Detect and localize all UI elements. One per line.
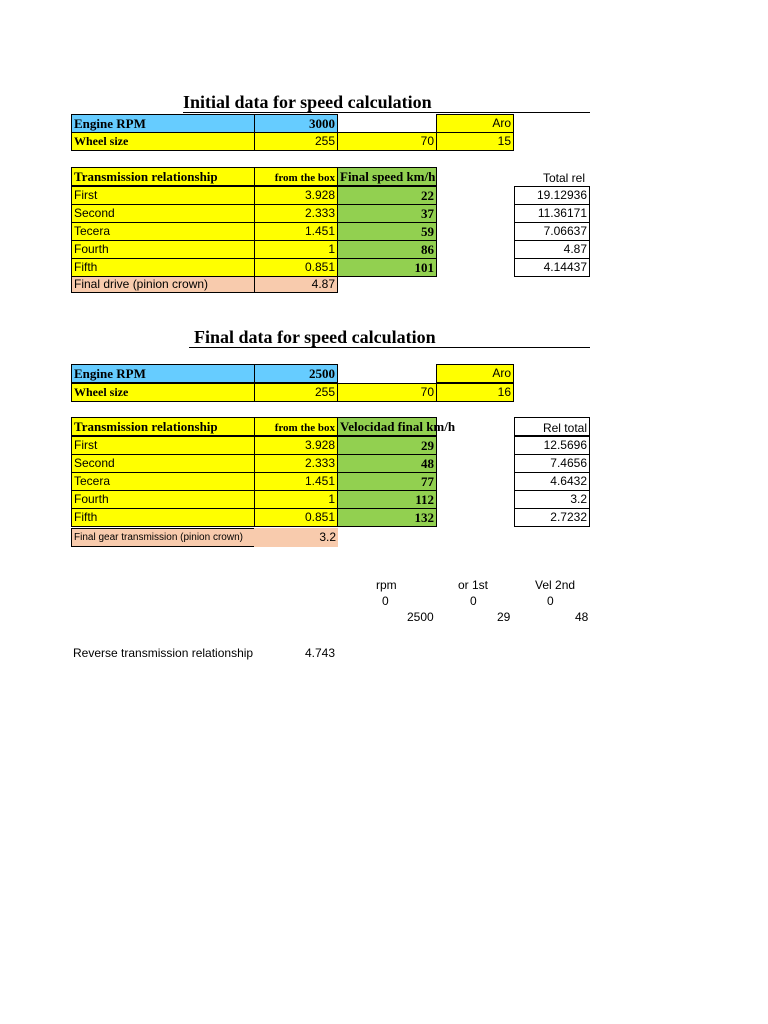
reverse-label: Reverse transmission relationship xyxy=(73,646,254,660)
final-wheel-width[interactable]: 255 xyxy=(254,383,338,402)
initial-gear-label: Second xyxy=(71,204,255,223)
initial-engine-label: Engine RPM xyxy=(71,114,255,133)
initial-wheel-width[interactable]: 255 xyxy=(254,132,338,151)
final-aro-label: Aro xyxy=(436,364,514,383)
initial-gear-speed: 22 xyxy=(337,186,437,205)
initial-gear-total: 4.14437 xyxy=(514,258,590,277)
final-gear-speed: 29 xyxy=(337,436,437,455)
final-gear-ratio[interactable]: 2.333 xyxy=(254,454,338,473)
final-trans-header: Transmission relationship xyxy=(71,417,255,436)
initial-gear-ratio[interactable]: 3.928 xyxy=(254,186,338,205)
initial-gear-speed: 101 xyxy=(337,258,437,277)
initial-total-header: Total rel xyxy=(543,171,586,185)
final-total-header: Rel total xyxy=(514,417,590,436)
initial-gear-ratio[interactable]: 0.851 xyxy=(254,258,338,277)
final-gear-speed: 112 xyxy=(337,490,437,509)
final-box-header: from the box xyxy=(254,417,338,436)
initial-wheel-profile[interactable]: 70 xyxy=(337,132,437,151)
final-gear-ratio[interactable]: 3.928 xyxy=(254,436,338,455)
initial-title-text: Initial data for speed calculation xyxy=(183,92,432,112)
summary-rpm-label: rpm xyxy=(376,578,397,592)
final-gear-ratio[interactable]: 0.851 xyxy=(254,508,338,527)
final-title-text: Final data for speed calculation xyxy=(194,327,436,347)
initial-gear-ratio[interactable]: 1 xyxy=(254,240,338,259)
final-engine-value[interactable]: 2500 xyxy=(254,364,338,383)
final-gear-speed: 48 xyxy=(337,454,437,473)
initial-gear-speed: 59 xyxy=(337,222,437,241)
initial-box-header: from the box xyxy=(254,167,338,186)
final-title xyxy=(189,327,590,348)
initial-gear-label: Tecera xyxy=(71,222,255,241)
summary-row1-rpm: 0 xyxy=(382,594,389,608)
final-gear-speed: 132 xyxy=(337,508,437,527)
summary-row2-first: 29 xyxy=(497,610,511,624)
initial-wheel-rim[interactable]: 15 xyxy=(436,132,514,151)
final-speed-header: Velocidad final km/h xyxy=(337,417,437,436)
final-gear-label: First xyxy=(71,436,255,455)
final-wheel-label: Wheel size xyxy=(71,383,255,402)
final-wheel-rim[interactable]: 16 xyxy=(436,383,514,402)
initial-gear-speed: 37 xyxy=(337,204,437,223)
final-gear-speed: 77 xyxy=(337,472,437,491)
initial-wheel-label: Wheel size xyxy=(71,132,255,151)
final-gear-label: Fifth xyxy=(71,508,255,527)
initial-engine-value[interactable]: 3000 xyxy=(254,114,338,133)
initial-gear-total: 4.87 xyxy=(514,240,590,259)
initial-gear-total: 19.12936 xyxy=(514,186,590,205)
initial-gear-label: First xyxy=(71,186,255,205)
final-gear-label: Fourth xyxy=(71,490,255,509)
summary-row2-second: 48 xyxy=(575,610,589,624)
final-engine-label: Engine RPM xyxy=(71,364,255,383)
initial-final-drive-value[interactable]: 4.87 xyxy=(254,276,338,293)
initial-speed-header: Final speed km/h xyxy=(337,167,437,186)
final-wheel-profile[interactable]: 70 xyxy=(337,383,437,402)
initial-title xyxy=(183,92,590,113)
final-final-drive-value[interactable]: 3.2 xyxy=(254,528,338,547)
summary-second-label: Vel 2nd xyxy=(535,578,576,592)
reverse-value: 4.743 xyxy=(305,646,336,660)
initial-gear-label: Fourth xyxy=(71,240,255,259)
final-gear-total: 3.2 xyxy=(514,490,590,509)
initial-gear-ratio[interactable]: 2.333 xyxy=(254,204,338,223)
summary-row2-rpm: 2500 xyxy=(407,610,434,624)
final-gear-ratio[interactable]: 1 xyxy=(254,490,338,509)
initial-gear-ratio[interactable]: 1.451 xyxy=(254,222,338,241)
final-gear-ratio[interactable]: 1.451 xyxy=(254,472,338,491)
initial-aro-label: Aro xyxy=(436,114,514,133)
initial-final-drive-label: Final drive (pinion crown) xyxy=(71,276,255,293)
final-final-drive-label: Final gear transmission (pinion crown) xyxy=(71,528,255,547)
final-gear-total: 7.4656 xyxy=(514,454,590,473)
final-gear-total: 12.5696 xyxy=(514,436,590,455)
final-gear-label: Tecera xyxy=(71,472,255,491)
final-gear-total: 4.6432 xyxy=(514,472,590,491)
initial-gear-speed: 86 xyxy=(337,240,437,259)
initial-gear-label: Fifth xyxy=(71,258,255,277)
final-gear-total: 2.7232 xyxy=(514,508,590,527)
initial-gear-total: 7.06637 xyxy=(514,222,590,241)
initial-trans-header: Transmission relationship xyxy=(71,167,255,186)
final-gear-label: Second xyxy=(71,454,255,473)
summary-row1-second: 0 xyxy=(547,594,554,608)
initial-gear-total: 11.36171 xyxy=(514,204,590,223)
summary-first-label: or 1st xyxy=(458,578,489,592)
summary-row1-first: 0 xyxy=(470,594,477,608)
